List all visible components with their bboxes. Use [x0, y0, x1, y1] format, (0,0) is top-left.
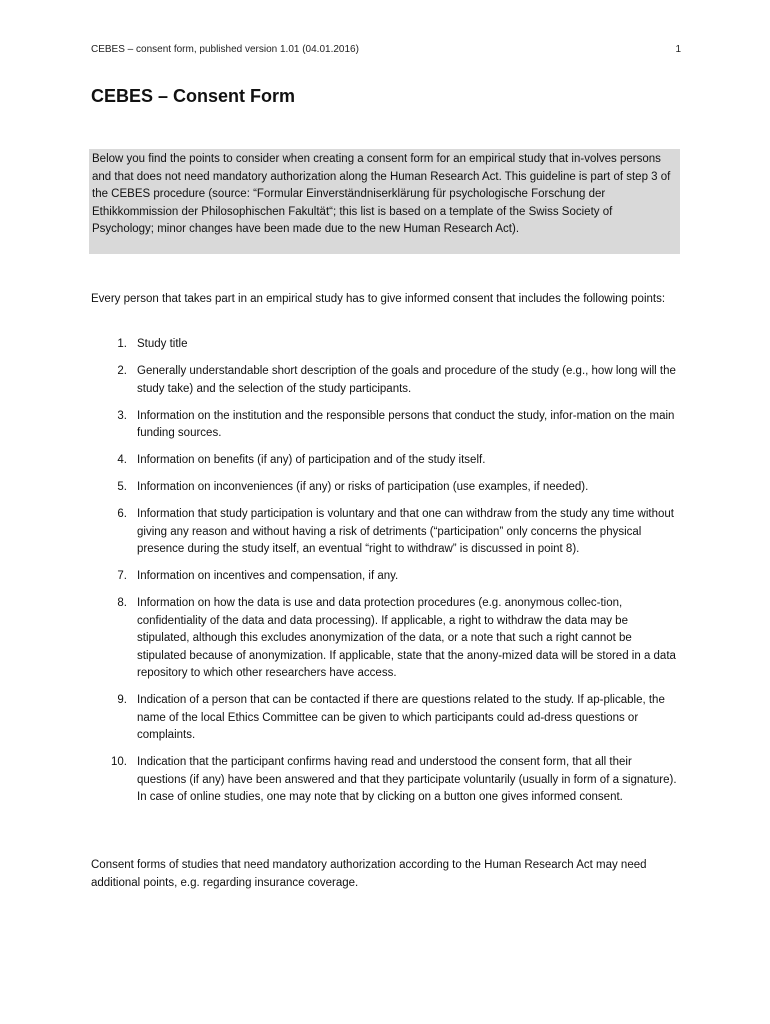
list-item-number: 5. — [117, 481, 127, 493]
list-item-text: Indication of a person that can be contacted if there are questions related to the study. If ap-plicable, the name of the local Ethics Committee can be given to which participants could ad-dress questions or complaints. — [137, 694, 665, 741]
list-item — [91, 336, 681, 354]
list-item — [91, 595, 681, 683]
list-item-number: 1. — [117, 338, 127, 350]
list-item — [91, 408, 681, 443]
list-item-text: Information on how the data is use and data protection procedures (e.g. anonymous collec-tion, confidentiality of the data and data processing). If applicable, a right to withdraw the data may be stipulated, although this excludes anonymization of the data, or a note that such a right cannot be stipulated because of anonymization. If applicable, state that the anony-mized data will be stored in a data repository to which other researchers have access. — [137, 597, 676, 679]
list-item-text: Information on benefits (if any) of participation and of the study itself. — [137, 454, 486, 466]
list-item — [91, 692, 681, 745]
list-item-text: Study title — [137, 338, 188, 350]
list-item-text: Generally understandable short description of the goals and procedure of the study (e.g., how long will the study take) and the selection of the study participants. — [137, 365, 676, 395]
document-title: CEBES – Consent Form — [91, 86, 296, 106]
list-item — [91, 452, 681, 470]
list-item — [91, 363, 681, 398]
list-item-number: 8. — [117, 597, 127, 609]
list-item — [91, 506, 681, 559]
list-item-number: 2. — [117, 365, 127, 377]
list-item-number: 7. — [117, 570, 127, 582]
list-item-text: Information on inconveniences (if any) or risks of participation (use examples, if needed). — [137, 481, 589, 493]
closing-paragraph: Consent forms of studies that need mandatory authorization according to the Human Research Act may need additional points, e.g. regarding insurance coverage. — [91, 859, 647, 889]
list-item-text: Information on incentives and compensation, if any. — [137, 570, 399, 582]
list-item — [91, 479, 681, 497]
intro-box: Below you find the points to consider when creating a consent form for an empirical study that in-volves persons and that does not need mandatory authorization along the Human Research Act. This guideline is part of step 3 of the CEBES procedure (source: “Formular Einverständniserklärung für psychologische Forschung der Ethikkommission der Philosophischen Fakultät“; this list is based on a template of the Swiss Society of Psychology; minor changes have been made due to the new Human Research Act). — [89, 149, 680, 254]
list-item — [91, 754, 681, 807]
consent-points-list — [91, 336, 681, 816]
header-title: CEBES – consent form, published version 1.01 (04.01.2016) — [91, 44, 359, 55]
page-number: 1 — [675, 44, 681, 55]
list-item-number: 9. — [117, 694, 127, 706]
list-item-number: 10. — [111, 756, 127, 768]
list-item-number: 3. — [117, 409, 127, 422]
list-item-number: 6. — [117, 508, 127, 520]
running-header — [91, 44, 681, 55]
list-item-text: Indication that the participant confirms having read and understood the consent form, that all their questions (if any) have been answered and that they participate voluntarily (usually in form of a signature). In case of online studies, one may note that by clicking on a button one gives informed consent. — [137, 756, 677, 803]
lead-paragraph: Every person that takes part in an empirical study has to give informed consent that includes the following points: — [91, 293, 666, 305]
list-item-text: Information on the institution and the responsible persons that conduct the study, infor-mation on the main funding sources. — [137, 409, 675, 439]
list-item-text: Information that study participation is voluntary and that one can withdraw from the study any time without giving any reason and without having a risk of detriments (“participation” only concerns the physical presence during the study itself, an eventual “right to withdraw” is discussed in point 8). — [137, 508, 674, 555]
list-item — [91, 568, 681, 586]
list-item-number: 4. — [117, 454, 127, 466]
